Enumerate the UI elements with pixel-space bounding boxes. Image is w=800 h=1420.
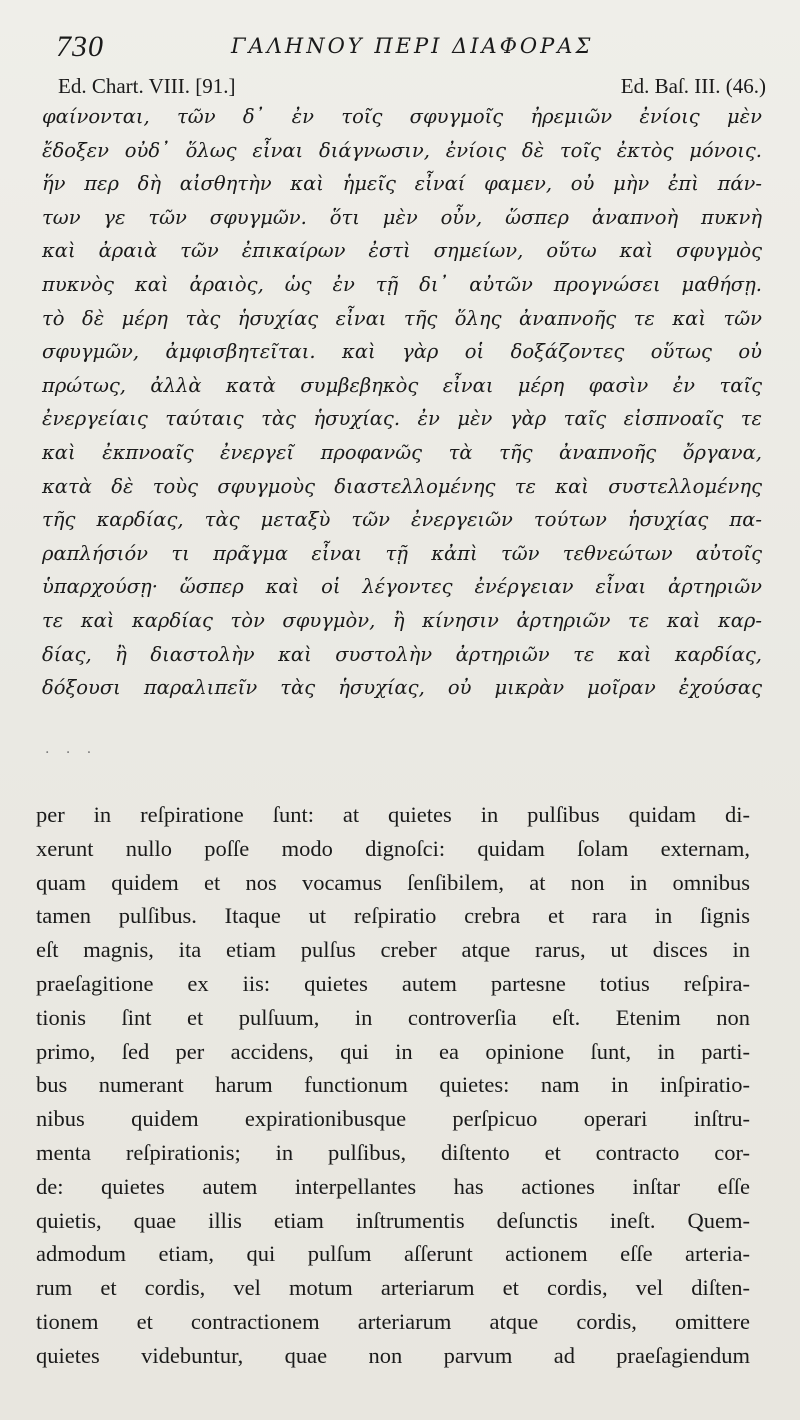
greek-text-line: των γε τῶν σφυγμῶν. ὅτι μὲν οὖν, ὥσπερ ἀναπνοὴ πυκνὴ bbox=[42, 205, 762, 229]
greek-text-line: φαίνονται, τῶν δ᾽ ἐν τοῖς σφυγμοῖς ἠρεμιῶν ἐνίοις μὲν bbox=[42, 105, 762, 128]
greek-text-line: καὶ ἀραιὰ τῶν ἐπικαίρων ἐστὶ σημείων, οὕτω καὶ σφυγμὸς bbox=[42, 239, 762, 263]
latin-text-line: xerunt nullo poſſe modo dignoſci: quidam ſolam externam, bbox=[36, 835, 750, 861]
latin-text-line: quietes videbuntur, quae non parvum ad praeſagiendum bbox=[36, 1342, 750, 1368]
latin-text-line: tionem et contractionem arteriarum atque cordis, omittere bbox=[36, 1308, 750, 1334]
greek-text-line: ἔδοξεν οὐδ᾽ ὅλως εἶναι διάγνωσιν, ἐνίοις δὲ τοῖς ἐκτὸς μόνοις. bbox=[42, 138, 762, 162]
latin-text-line: nibus quidem expirationibusque perſpicuo operari inſtru- bbox=[36, 1106, 750, 1132]
latin-text-line: bus numerant harum functionum quietes: nam in inſpiratio- bbox=[36, 1072, 750, 1098]
latin-text-line: eſt magnis, ita etiam pulſus creber atque rarus, ut disces in bbox=[36, 937, 750, 963]
latin-text-line: tionis ſint et pulſuum, in controverſia eſt. Etenim non bbox=[36, 1004, 750, 1030]
latin-translation-block bbox=[36, 798, 750, 1373]
running-title: ΓΑΛΗΝΟΥ ΠΕΡΙ ΔΙΑΦΟΡΑΣ bbox=[231, 34, 594, 58]
latin-text-line: admodum etiam, qui pulſum aſſerunt actionem eſſe arteria- bbox=[36, 1241, 750, 1267]
greek-text-line: δίας, ἢ διαστολὴν καὶ συστολὴν ἀρτηριῶν τε καὶ καρδίας, bbox=[42, 642, 762, 666]
latin-text-line: de: quietes autem interpellantes has actiones inſtar eſſe bbox=[36, 1173, 750, 1199]
greek-text-line: καὶ ἐκπνοαῖς ἐνεργεῖ προφανῶς τὰ τῆς ἀναπνοῆς ὄργανα, bbox=[42, 440, 762, 464]
greek-text-line: δόξουσι παραλιπεῖν τὰς ἡσυχίας, οὐ μικρὰν μοῖραν ἐχούσας bbox=[42, 676, 762, 700]
latin-text-line: primo, ſed per accidens, qui in ea opinione ſunt, in parti- bbox=[36, 1038, 750, 1064]
edition-reference-chartier: Ed. Chart. VIII. [91.] bbox=[58, 74, 236, 98]
greek-text-line: ἐνεργείαις ταύταις τὰς ἡσυχίας. ἐν μὲν γὰρ ταῖς εἰσπνοαῖς τε bbox=[42, 407, 762, 431]
page-number: 730 bbox=[56, 30, 104, 63]
greek-text-line: τῆς καρδίας, τὰς μεταξὺ τῶν ἐνεργειῶν τούτων ἡσυχίας πα- bbox=[42, 508, 762, 532]
greek-text-line: ἥν περ δὴ αἰσθητὴν καὶ ἡμεῖς εἶναί φαμεν, οὐ μὴν ἐπὶ πάν- bbox=[42, 172, 762, 196]
greek-text-line: ραπλήσιόν τι πρᾶγμα εἶναι τῇ κἀπὶ τῶν τεθνεώτων αὐτοῖς bbox=[42, 541, 762, 565]
edition-reference-basel: Ed. Baſ. III. (46.) bbox=[620, 74, 766, 98]
latin-text-line: per in reſpiratione ſunt: at quietes in pulſibus quidam di- bbox=[36, 802, 750, 827]
greek-text-line: κατὰ δὲ τοὺς σφυγμοὺς διαστελλομένης τε καὶ συστελλομένης bbox=[42, 474, 762, 498]
latin-text-line: quam quidem et nos vocamus ſenſibilem, at non in omnibus bbox=[36, 869, 750, 895]
greek-text-line: τε καὶ καρδίας τὸν σφυγμὸν, ἢ κίνησιν ἀρτηριῶν τε καὶ καρ- bbox=[42, 608, 762, 632]
latin-text-line: praeſagitione ex iis: quietes autem partesne totius reſpira- bbox=[36, 970, 750, 996]
greek-text-block bbox=[42, 100, 762, 705]
latin-text-line: menta reſpirationis; in pulſibus, diſtento et contracto cor- bbox=[36, 1139, 750, 1165]
greek-text-line: πυκνὸς καὶ ἀραιὸς, ὡς ἐν τῇ δι᾽ αὐτῶν προγνώσει μαθήσῃ. bbox=[42, 272, 762, 296]
greek-text-line: πρώτως, ἀλλὰ κατὰ συμβεβηκὸς εἶναι μέρη φασὶν ἐν ταῖς bbox=[42, 373, 762, 397]
latin-text-line: rum et cordis, vel motum arteriarum et cordis, vel diſten- bbox=[36, 1275, 750, 1301]
latin-text-line: quietis, quae illis etiam inſtrumentis deſunctis ineſt. Quem- bbox=[36, 1207, 750, 1233]
divider-marks: · · · bbox=[45, 745, 98, 761]
edition-reference-line bbox=[58, 74, 766, 100]
latin-text-line: tamen pulſibus. Itaque ut reſpiratio crebra et rara in ſignis bbox=[36, 903, 750, 929]
greek-text-line: ὑπαρχούσῃ· ὥσπερ καὶ οἱ λέγοντες ἐνέργειαν εἶναι ἀρτηριῶν bbox=[42, 575, 762, 599]
running-head bbox=[56, 26, 770, 66]
greek-text-line: σφυγμῶν, ἀμφισβητεῖται. καὶ γὰρ οἱ δοξάζοντες οὕτως οὐ bbox=[42, 340, 762, 364]
greek-text-line: τὸ δὲ μέρη τὰς ἡσυχίας εἶναι τῆς ὅλης ἀναπνοῆς τε καὶ τῶν bbox=[42, 306, 762, 330]
